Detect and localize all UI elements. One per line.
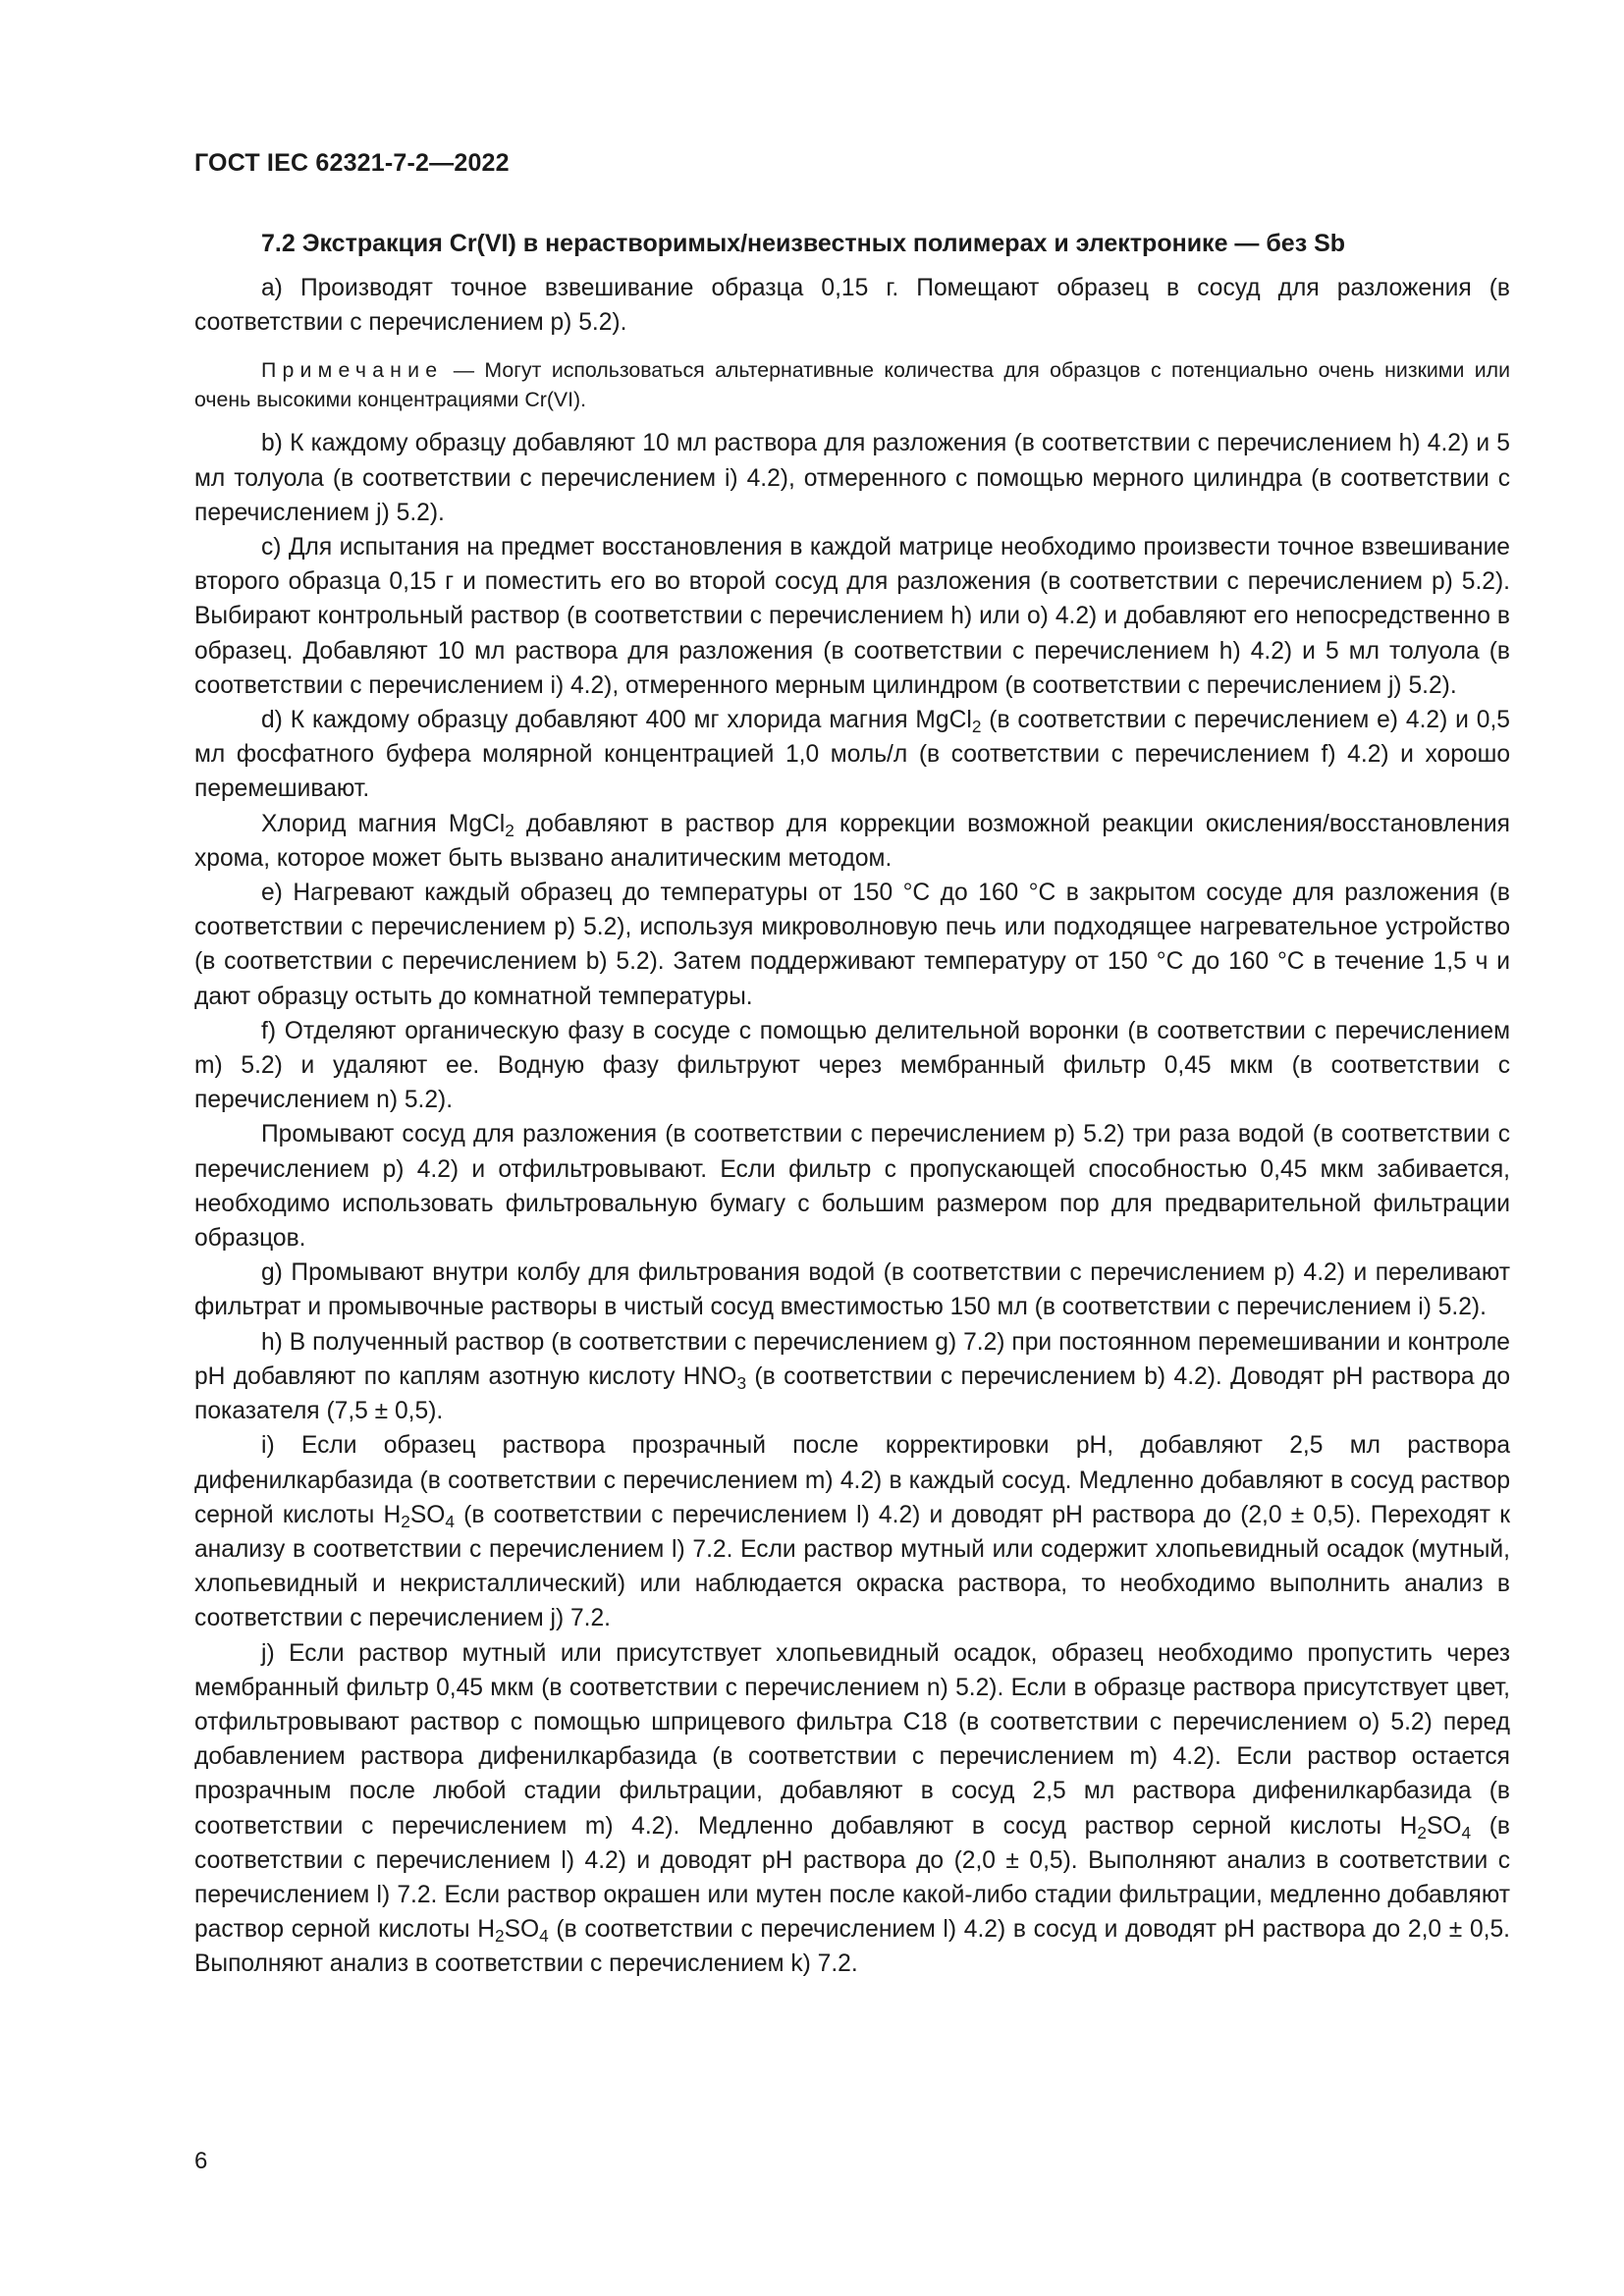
note-label: Примечание (261, 358, 444, 383)
document-id: ГОСТ IEC 62321-7-2—2022 (194, 149, 510, 177)
body-text (194, 271, 1510, 1982)
note-text: — Могут использоваться альтернативные количества для образцов с потенциально очень низкими или очень высокими концентрациями Cr(VI). (194, 358, 1510, 412)
paragraph-wash: Промывают сосуд для разложения (в соответствии с перечислением p) 5.2) три раза водой (в соответствии с перечислением p) 4.2) и отфильтровывают. Если фильтр с пропускающей способностью 0,45 мкм забивается, необходимо использовать фильтровальную бумагу с большим размером пор для предварительной фильтрации образцов. (194, 1121, 1510, 1253)
paragraph-j: j) Если раствор мутный или присутствует хлопьевидный осадок, образец необходимо пропустить через мембранный фильтр 0,45 мкм (в соответствии с перечислением n) 5.2). Если в образце раствора присутствует цвет, отфильтровывают раствор с помощью шприцевого фильтра C18 (в соответствии с перечислением o) 5.2) перед добавлением раствора дифенилкарбазида (в соответствии с перечислением m) 4.2). Если раствор остается прозрачным после любой стадии фильтрации, добавляют в сосуд 2,5 мл раствора дифенилкарбазида (в соответствии с перечислением m) 4.2). Медленно добавляют в сосуд раствор серной кислоты $H_2SO_4$ (в соответствии с перечислением l) 4.2) и доводят pH раствора до (2,0 ± 0,5). Выполняют анализ в соответствии с перечислением l) 7.2. Если раствор окрашен или мутен после какой-либо стадии фильтрации, медленно добавляют раствор серной кислоты $H_2SO_4$ (в соответствии с перечислением l) 4.2) в сосуд и доводят pH раствора до 2,0 ± 0,5. Выполняют анализ в соответствии с перечислением k) 7.2. (194, 1639, 1510, 1978)
paragraph-d: d) К каждому образцу добавляют 400 мг хлорида магния MgCl$_2$ (в соответствии с перечислением e) 4.2) и 0,5 мл фосфатного буфера молярной концентрацией 1,0 моль/л (в соответствии с перечислением f) 4.2) и хорошо перемешивают. (194, 707, 1510, 803)
paragraph-c: c) Для испытания на предмет восстановления в каждой матрице необходимо произвести точное взвешивание второго образца 0,15 г и поместить его во второй сосуд для разложения (в соответствии с перечислением p) 5.2). Выбирают контрольный раствор (в соответствии с перечислением h) или o) 4.2) и добавляют его непосредственно в образец. Добавляют 10 мл раствора для разложения (в соответствии с перечислением h) 4.2) и 5 мл толуола (в соответствии с перечислением i) 4.2), отмеренного мерным цилиндром (в соответствии с перечислением j) 5.2). (194, 534, 1510, 699)
page-number: 6 (194, 2148, 208, 2174)
paragraph-magnesium-chloride: Хлорид магния MgCl$_2$ добавляют в раствор для коррекции возможной реакции окисления/восстановления хрома, которое может быть вызвано аналитическим методом. (194, 810, 1510, 872)
paragraph-b: b) К каждому образцу добавляют 10 мл раствора для разложения (в соответствии с перечислением h) 4.2) и 5 мл толуола (в соответствии с перечислением i) 4.2), отмеренного с помощью мерного цилиндра (в соответствии с перечислением j) 5.2). (194, 430, 1510, 526)
section-title: 7.2 Экстракция Cr(VI) в нерастворимых/неизвестных полимерах и электронике — без Sb (261, 230, 1346, 257)
paragraph-i: i) Если образец раствора прозрачный после корректировки pH, добавляют 2,5 мл раствора дифенилкарбазида (в соответствии с перечислением m) 4.2) в каждый сосуд. Медленно добавляют в сосуд раствор серной кислоты $H_2SO_4$ (в соответствии с перечислением l) 4.2) и доводят pH раствора до (2,0 ± 0,5). Переходят к анализу в соответствии с перечислением l) 7.2. Если раствор мутный или содержит хлопьевидный осадок (мутный, хлопьевидный и некристаллический) или наблюдается окраска раствора, то необходимо выполнить анализ в соответствии с перечислением j) 7.2. (194, 1432, 1511, 1632)
note (194, 355, 1510, 414)
paragraph-f: f) Отделяют органическую фазу в сосуде с помощью делительной воронки (в соответствии с перечислением m) 5.2) и удаляют ее. Водную фазу фильтруют через мембранный фильтр 0,45 мкм (в соответствии с перечислением n) 5.2). (194, 1017, 1510, 1114)
paragraph-h: h) В полученный раствор (в соответствии с перечислением g) 7.2) при постоянном перемешивании и контроле pH добавляют по каплям азотную кислоту $HNO_3$ (в соответствии с перечислением b) 4.2). Доводят pH раствора до показателя (7,5 ± 0,5). (194, 1328, 1510, 1425)
paragraph-g: g) Промывают внутри колбу для фильтрования водой (в соответствии с перечислением p) 4.2) и переливают фильтрат и промывочные растворы в чистый сосуд вместимостью 150 мл (в соответствии с перечислением i) 5.2). (194, 1259, 1510, 1321)
paragraph-a: a) Производят точное взвешивание образца 0,15 г. Помещают образец в сосуд для разложения (в соответствии с перечислением p) 5.2). (194, 275, 1510, 337)
paragraph-e: e) Нагревают каждый образец до температуры от 150 °C до 160 °C в закрытом сосуде для разложения (в соответствии с перечислением p) 5.2), используя микроволновую печь или подходящее нагревательное устройство (в соответствии с перечислением b) 5.2). Затем поддерживают температуру от 150 °C до 160 °C в течение 1,5 ч и дают образцу остыть до комнатной температуры. (194, 880, 1510, 1010)
